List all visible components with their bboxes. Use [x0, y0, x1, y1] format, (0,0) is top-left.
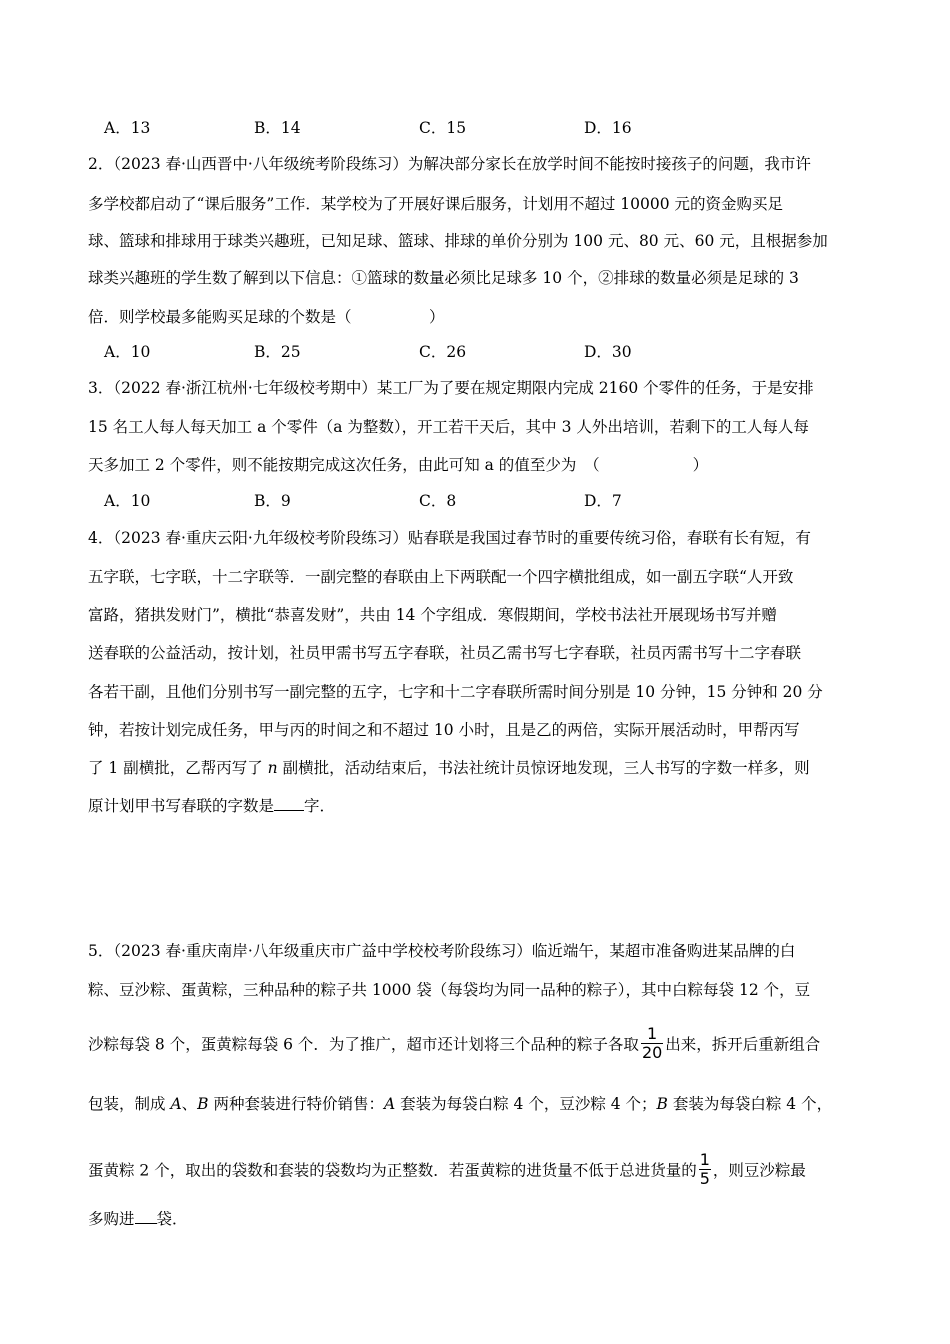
q5-line-3-post: 出来，拆开后重新组合 — [665, 1035, 821, 1054]
q2-option-b[interactable]: B．25 — [254, 343, 301, 361]
q4-variable-n: n — [267, 759, 278, 777]
q5-line-4 — [88, 1094, 832, 1114]
q4-line-1: 4．（2023 春·重庆云阳·九年级校考阶段练习）贴春联是我国过春节时的重要传统习俗，春联有长有短，有 — [88, 529, 811, 547]
fraction-denominator: 20 — [641, 1043, 663, 1062]
q1-option-a[interactable]: A．13 — [104, 119, 151, 137]
fraction-numerator: 1 — [699, 1150, 710, 1169]
q3-option-d[interactable]: D．7 — [584, 492, 622, 510]
q2-option-c[interactable]: C．26 — [419, 343, 467, 361]
q3-option-b[interactable]: B．9 — [254, 492, 291, 510]
q4-line-8 — [88, 796, 335, 816]
set-b-label-2: B — [656, 1095, 668, 1113]
fraction-denominator: 5 — [699, 1169, 710, 1188]
q4-line-8-pre: 原计划甲书写春联的字数是 — [88, 797, 275, 815]
q5-answer-blank[interactable] — [135, 1209, 157, 1224]
q2-option-d[interactable]: D．30 — [584, 343, 632, 361]
q2-line-1: 2．（2023 春·山西晋中·八年级统考阶段练习）为解决部分家长在放学时间不能按时接孩子的问题，我市许 — [88, 155, 811, 173]
q4-line-6: 钟，若按计划完成任务，甲与丙的时间之和不超过 10 小时，且是乙的两倍，实际开展活动时，甲帮丙写 — [88, 721, 800, 739]
q5-line-6 — [88, 1209, 188, 1229]
q5-line-4-mid: 两种套装进行特价销售： — [208, 1095, 384, 1113]
q1-option-c[interactable]: C．15 — [419, 119, 467, 137]
set-b-label: B — [197, 1095, 209, 1113]
q3-line-1: 3．（2022 春·浙江杭州·七年级校考期中）某工厂为了要在规定期限内完成 2160 个零件的任务，于是安排 — [88, 379, 814, 397]
q4-line-3: 富路，猪拱发财门”，横批“恭喜发财”，共由 14 个字组成．寒假期间，学校书法社开展现场书写并赠 — [88, 606, 777, 624]
q2-option-a[interactable]: A．10 — [104, 343, 151, 361]
q4-line-7-pre: 了 1 副横批，乙帮丙写了 — [88, 759, 268, 777]
q5-line-5-post: ，则豆沙粽最 — [712, 1161, 806, 1180]
q5-line-5 — [88, 1150, 806, 1190]
fraction-one-twentieth — [641, 1025, 663, 1062]
q5-line-4-pre: 包装，制成 — [88, 1095, 171, 1113]
q3-option-a[interactable]: A．10 — [104, 492, 151, 510]
fraction-one-fifth — [699, 1151, 711, 1188]
q1-option-b[interactable]: B．14 — [254, 119, 301, 137]
q4-line-5: 各若干副，且他们分别书写一副完整的五字，七字和十二字春联所需时间分别是 10 分钟，15 分钟和 20 分 — [88, 683, 823, 701]
q3-line-2: 15 名工人每人每天加工 a 个零件（a 为整数），开工若干天后，其中 3 人外出培训，若剩下的工人每人每 — [88, 418, 809, 436]
q5-line-1: 5．（2023 春·重庆南岸·八年级重庆市广益中学校校考阶段练习）临近端午，某超市准备购进某品牌的白 — [88, 942, 796, 960]
q5-line-4-sep: 、 — [181, 1095, 198, 1113]
q5-line-6-post: 袋． — [156, 1210, 188, 1228]
q4-line-7-post: 副横批，活动结束后，书法社统计员惊讶地发现，三人书写的字数一样多，则 — [277, 759, 810, 777]
q4-answer-blank[interactable] — [274, 796, 304, 811]
q2-line-5: 倍．则学校最多能购买足球的个数是（ ） — [88, 308, 445, 326]
q5-line-5-pre: 蛋黄粽 2 个，取出的袋数和套装的袋数均为正整数．若蛋黄粽的进货量不低于总进货量的 — [88, 1161, 697, 1180]
q5-line-4-post: 套装为每袋白粽 4 个， — [667, 1095, 833, 1113]
q5-line-6-pre: 多购进 — [88, 1210, 135, 1228]
q2-line-2: 多学校都启动了“课后服务”工作．某学校为了开展好课后服务，计划用不超过 10000 元的资金购买足 — [88, 195, 784, 213]
q3-line-3: 天多加工 2 个零件，则不能按期完成这次任务，由此可知 a 的值至少为 （ ） — [88, 456, 709, 474]
q5-line-3-pre: 沙粽每袋 8 个，蛋黄粽每袋 6 个．为了推广，超市还计划将三个品种的粽子各取 — [88, 1035, 639, 1054]
q5-line-2: 粽、豆沙粽、蛋黄粽，三种品种的粽子共 1000 袋（每袋均为同一品种的粽子），其中白粽每袋 12 个，豆 — [88, 981, 811, 999]
set-a-label: A — [170, 1095, 182, 1113]
fraction-numerator: 1 — [647, 1024, 658, 1043]
q2-line-3: 球、篮球和排球用于球类兴趣班，已知足球、篮球、排球的单价分别为 100 元、80 元、60 元，且根据参加 — [88, 232, 828, 250]
q5-line-3 — [88, 1024, 821, 1064]
q1-option-d[interactable]: D．16 — [584, 119, 632, 137]
q5-line-4-mid-2: 套装为每袋白粽 4 个，豆沙粽 4 个； — [395, 1095, 657, 1113]
set-a-label-2: A — [383, 1095, 396, 1113]
q3-option-c[interactable]: C．8 — [419, 492, 457, 510]
q4-line-8-post: 字． — [304, 797, 336, 815]
q4-line-4: 送春联的公益活动，按计划，社员甲需书写五字春联，社员乙需书写七字春联，社员丙需书写十二字春联 — [88, 644, 802, 662]
q4-line-7 — [88, 758, 810, 778]
q2-line-4: 球类兴趣班的学生数了解到以下信息：①篮球的数量必须比足球多 10 个，②排球的数量必须是足球的 3 — [88, 269, 799, 287]
q4-line-2: 五字联，七字联，十二字联等．一副完整的春联由上下两联配一个四字横批组成，如一副五字联“人开致 — [88, 568, 794, 586]
